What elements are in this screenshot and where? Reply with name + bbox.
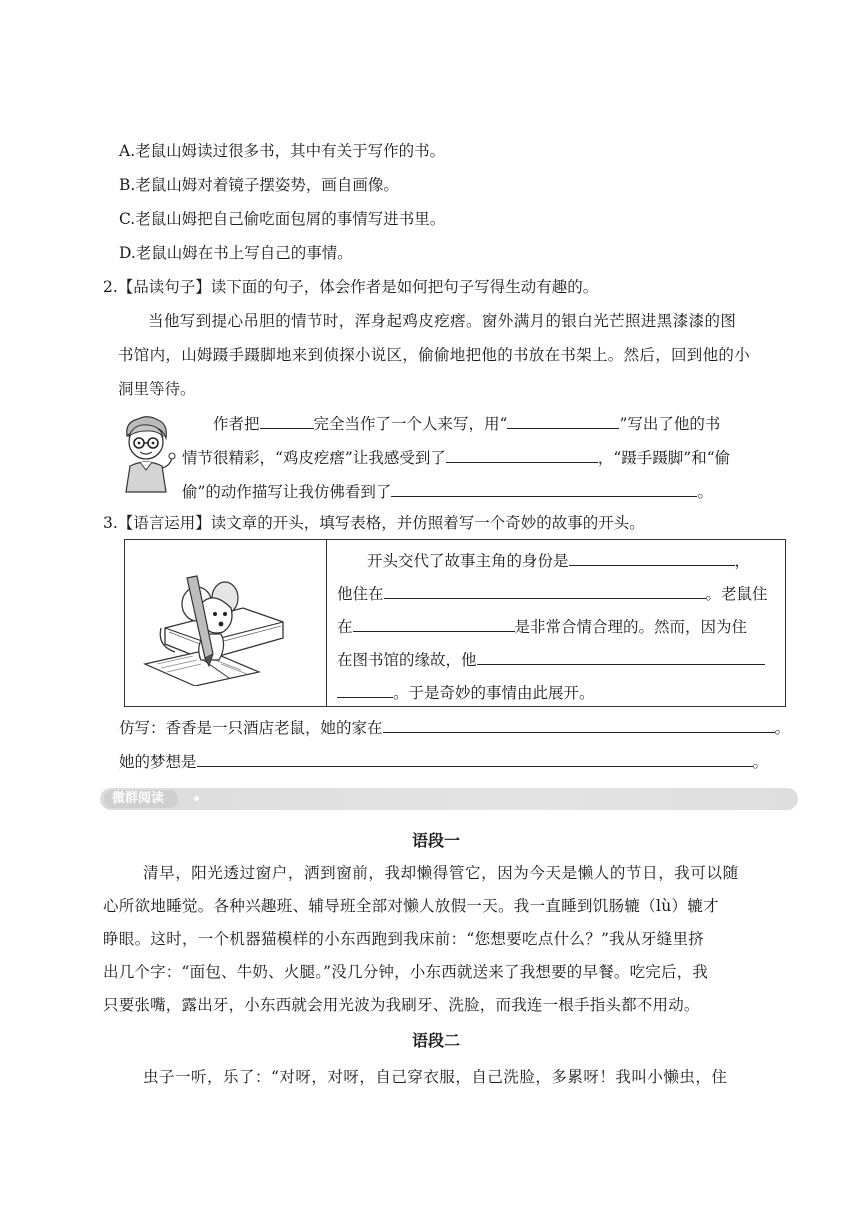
cell-line-1: 开头交代了故事主角的身份是 ， (367, 549, 750, 572)
para2-heading: 语段二 (412, 1031, 461, 1050)
para2-line-1: 虫子一听，乐了：“对呀，对呀，自己穿衣服，自己洗脸，多累呀！我叫小懒虫，住 (143, 1068, 728, 1086)
passage-line-2: 书馆内，山姆蹑手蹑脚地来到侦探小说区，偷偷地把他的书放在书架上。然后，回到他的小 (118, 346, 751, 364)
blank-consequence[interactable] (477, 648, 765, 665)
answer-line-1: 作者把 完全当作了一个人来写，用“ ”写出了他的书 (213, 412, 720, 435)
imitate-line-2: 她的梦想是 。 (119, 750, 768, 773)
cell-line-4: 在图书馆的缘故，他 (337, 648, 765, 671)
answer-line-3: 偷”的动作描写让我仿佛看到了 。 (182, 480, 713, 503)
cartoon-boy-icon (118, 414, 176, 494)
cell-line-3: 在 是非常合情合理的。然而，因为住 (337, 615, 747, 638)
question-2-title: 2.【品读句子】读下面的句子，体会作者是如何把句子写得生动有趣的。 (103, 278, 599, 296)
answer-table (124, 539, 786, 707)
blank-home[interactable] (383, 716, 775, 733)
imitate-line-1: 仿写：香香是一只酒店老鼠，她的家在 。 (119, 716, 790, 739)
passage-line-1: 当他写到提心吊胆的情节时，浑身起鸡皮疙瘩。窗外满月的银白光芒照进黑漆漆的图 (148, 312, 737, 330)
mouse-writing-icon (135, 568, 285, 686)
para1-line-2: 心所欲地睡觉。各种兴趣班、辅导班全部对懒人放假一天。我一直睡到饥肠辘（lù）辘才 (103, 897, 719, 915)
blank-subject[interactable] (260, 412, 314, 429)
blank-consequence-cont[interactable] (337, 681, 393, 698)
option-b: B.老鼠山姆对着镜子摆姿势，画自画像。 (119, 176, 399, 194)
para1-line-3: 睁眼。这时，一个机器猫模样的小东西跑到我床前：“您想要吃点什么？”我从牙缝里挤 (103, 930, 705, 948)
section-bar (100, 788, 798, 810)
para1-line-4: 出几个字：“面包、牛奶、火腿。”没几分钟，小东西就送来了我想要的早餐。吃完后，我 (103, 963, 709, 981)
cell-line-2: 他住在 。老鼠住 (337, 582, 768, 605)
option-d: D.老鼠山姆在书上写自己的事情。 (119, 244, 353, 262)
blank-image[interactable] (391, 480, 697, 497)
text-cell (327, 540, 786, 707)
blank-dream[interactable] (197, 750, 753, 767)
para1-line-5: 只要张嘴，露出牙，小东西就会用光波为我刷牙、洗脸，而我连一根手指头都不用动。 (103, 996, 700, 1014)
option-c: C.老鼠山姆把自己偷吃面包屑的事情写进书里。 (119, 210, 446, 228)
section-bar-label: 微群阅读 (104, 790, 178, 808)
blank-residence[interactable] (384, 582, 706, 599)
blank-identity[interactable] (569, 549, 735, 566)
blank-place[interactable] (353, 615, 515, 632)
option-a: A.老鼠山姆读过很多书，其中有关于写作的书。 (119, 142, 446, 160)
blank-phrase[interactable] (507, 412, 619, 429)
answer-line-2: 情节很精彩，“鸡皮疙瘩”让我感受到了 ，“蹑手蹑脚”和“偷 (182, 446, 730, 469)
illustration-cell (125, 540, 327, 707)
blank-feeling[interactable] (446, 446, 598, 463)
passage-line-3: 洞里等待。 (118, 380, 196, 398)
question-3-title: 3.【语言运用】读文章的开头，填写表格，并仿照着写一个奇妙的故事的开头。 (103, 514, 645, 532)
para1-heading: 语段一 (412, 831, 461, 850)
para1-line-1: 清早，阳光透过窗户，洒到窗前，我却懒得管它，因为今天是懒人的节日，我可以随 (143, 864, 739, 882)
bar-dot-icon (194, 796, 199, 801)
cell-line-5: 。于是奇妙的事情由此展开。 (337, 681, 595, 704)
